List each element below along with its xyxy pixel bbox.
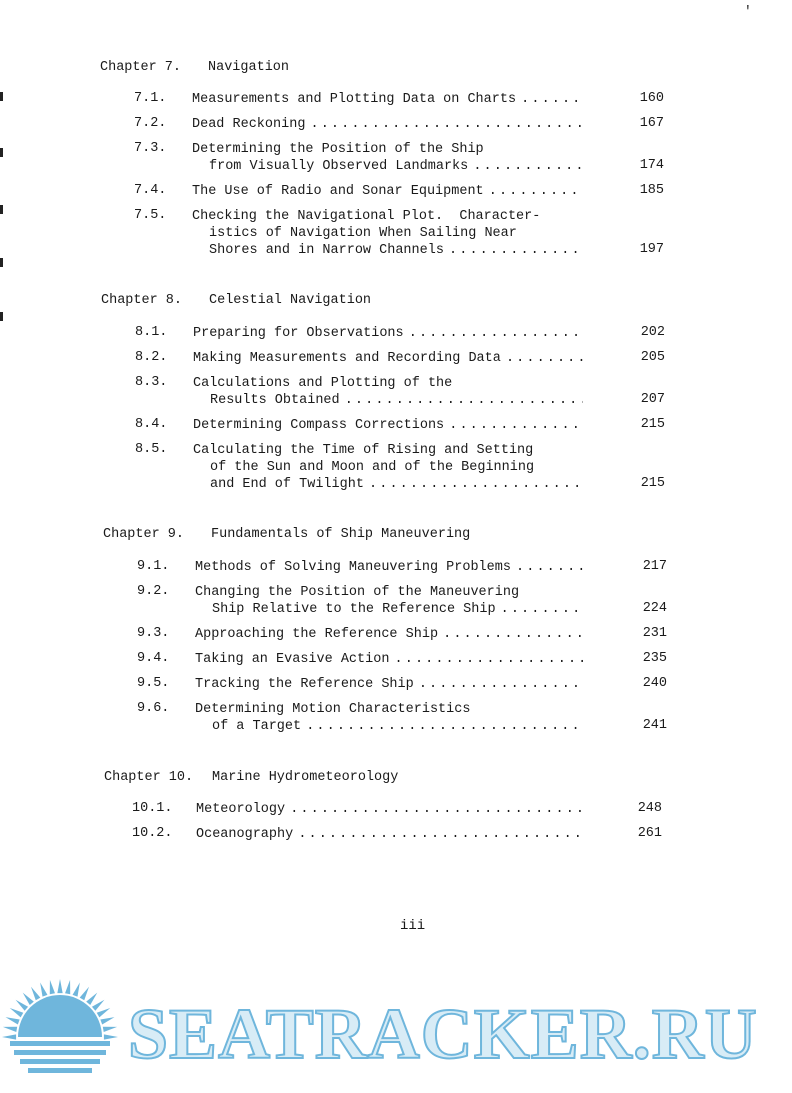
chapter-heading [101, 293, 371, 308]
section-title-line: Taking an Evasive Action . . . [195, 652, 585, 667]
chapter-title: Navigation [208, 60, 290, 75]
toc-entry[interactable] [137, 584, 669, 618]
sun-ray [73, 982, 80, 996]
section-number: 7.3. [134, 141, 167, 156]
scan-mark: ' [743, 4, 752, 20]
section-title-line: Calculations and Plotting of the [193, 376, 453, 391]
toc-entry[interactable] [134, 208, 666, 259]
chapter-label: Chapter 10. [104, 770, 194, 785]
section-title-line: Shores and in Narrow Channels . . . [209, 243, 582, 258]
section-title-line: Determining the Position of the Ship [192, 142, 484, 157]
chapter-label: Chapter 8. [101, 293, 183, 308]
page-reference: 215 [640, 417, 665, 432]
section-number: 8.2. [135, 350, 168, 365]
chapter-title: Celestial Navigation [209, 293, 372, 308]
sun-ray [16, 1000, 28, 1011]
section-title-line: Determining Compass Corrections . . . [193, 418, 583, 433]
page-reference: 217 [642, 559, 667, 574]
sun-ray [3, 1027, 17, 1032]
toc-entry[interactable] [135, 350, 667, 367]
section-title-line: Measurements and Plotting Data on Charts . . . [192, 92, 582, 107]
toc-entry[interactable] [135, 375, 667, 409]
section-number: 10.1. [132, 801, 173, 816]
toc-entry[interactable] [137, 676, 669, 693]
watermark [0, 975, 792, 1085]
toc-entry[interactable] [132, 826, 664, 843]
page-reference: 231 [642, 626, 667, 641]
toc-entry[interactable] [135, 417, 667, 434]
page-reference: 215 [640, 476, 665, 491]
sun-ray [2, 1034, 16, 1039]
sun-logo-icon [0, 975, 120, 1085]
section-number: 10.2. [132, 826, 173, 841]
page-reference: 205 [640, 350, 665, 365]
chapter-heading [103, 527, 470, 542]
toc-entry[interactable] [132, 801, 664, 818]
toc-entry[interactable] [134, 116, 666, 133]
chapter-label: Chapter 7. [100, 60, 182, 75]
toc-entry[interactable] [135, 325, 667, 342]
section-title-line: Preparing for Observations . . . [193, 326, 583, 341]
page-reference: 174 [639, 158, 664, 173]
page-number: iii [400, 918, 426, 934]
toc-entry[interactable] [134, 91, 666, 108]
sun-ray [100, 1017, 114, 1024]
toc-entry[interactable] [137, 626, 669, 643]
sun-ray [65, 980, 70, 994]
section-number: 9.4. [137, 651, 170, 666]
sun-ray [31, 987, 40, 1001]
toc-entry[interactable] [137, 701, 669, 735]
sun-ray [80, 987, 89, 1001]
section-title-line: Ship Relative to the Reference Ship . . . [212, 602, 585, 617]
chapter-heading [100, 60, 289, 75]
page-reference: 240 [642, 676, 667, 691]
section-title-line: from Visually Observed Landmarks . . . [209, 159, 582, 174]
section-title-line: of a Target . . . [212, 719, 585, 734]
page-reference: 248 [637, 801, 662, 816]
section-number: 7.2. [134, 116, 167, 131]
chapter-label: Chapter 9. [103, 527, 185, 542]
section-title-line: Checking the Navigational Plot. Character- [192, 209, 541, 224]
section-title-line: Changing the Position of the Maneuvering [195, 585, 520, 600]
page-reference: 185 [639, 183, 664, 198]
page-reference: 224 [642, 601, 667, 616]
sun-ray [86, 993, 97, 1005]
section-number: 9.6. [137, 701, 170, 716]
section-number: 8.4. [135, 417, 168, 432]
toc-entry[interactable] [137, 559, 669, 576]
section-title-line: Tracking the Reference Ship . . . [195, 677, 585, 692]
section-title-line: Dead Reckoning . . . [192, 117, 582, 132]
section-number: 9.3. [137, 626, 170, 641]
sun-ray [57, 979, 62, 993]
section-title-line: Methods of Solving Maneuvering Problems . . . [195, 560, 585, 575]
section-title-line: Calculating the Time of Rising and Setting [193, 443, 534, 458]
watermark-text: SEATRACKER.RU [128, 994, 758, 1074]
sun-ray [97, 1008, 111, 1017]
sun-ray [40, 982, 47, 996]
section-number: 8.5. [135, 442, 168, 457]
chapter-title: Marine Hydrometeorology [212, 770, 399, 785]
section-number: 7.4. [134, 183, 167, 198]
section-number: 9.5. [137, 676, 170, 691]
toc-entry[interactable] [134, 141, 666, 175]
sun-ray [104, 1034, 118, 1039]
page-reference: 261 [637, 826, 662, 841]
section-number: 9.2. [137, 584, 170, 599]
section-title-line: istics of Navigation When Sailing Near [209, 226, 517, 241]
section-number: 8.3. [135, 375, 168, 390]
section-title-line: The Use of Radio and Sonar Equipment . . . [192, 184, 582, 199]
section-title-line: Results Obtained . . . [210, 393, 583, 408]
section-title-line: Oceanography . . . [196, 827, 586, 842]
toc-entry[interactable] [135, 442, 667, 493]
toc-entry[interactable] [137, 651, 669, 668]
chapter-heading [104, 770, 398, 785]
page-reference: 202 [640, 325, 665, 340]
section-title-line: Meteorology . . . [196, 802, 586, 817]
chapter-title: Fundamentals of Ship Maneuvering [211, 527, 471, 542]
page-reference: 241 [642, 718, 667, 733]
section-title-line: Determining Motion Characteristics [195, 702, 471, 717]
sun-ray [103, 1027, 117, 1032]
section-number: 9.1. [137, 559, 170, 574]
section-title-line: Making Measurements and Recording Data . . . [193, 351, 583, 366]
page-reference: 160 [639, 91, 664, 106]
page-reference: 197 [639, 242, 664, 257]
sun-ray [50, 980, 55, 994]
sun-ray [92, 1000, 104, 1011]
section-title-line: of the Sun and Moon and of the Beginning [210, 460, 535, 475]
section-title-line: Approaching the Reference Ship . . . [195, 627, 585, 642]
page-reference: 167 [639, 116, 664, 131]
section-title-line: and End of Twilight . . . [210, 477, 583, 492]
sun-ray [10, 1008, 24, 1017]
section-number: 8.1. [135, 325, 168, 340]
page-reference: 235 [642, 651, 667, 666]
section-number: 7.5. [134, 208, 167, 223]
page-reference: 207 [640, 392, 665, 407]
sun-ray [23, 993, 34, 1005]
toc-entry[interactable] [134, 183, 666, 200]
sun-ray [5, 1017, 19, 1024]
section-number: 7.1. [134, 91, 167, 106]
